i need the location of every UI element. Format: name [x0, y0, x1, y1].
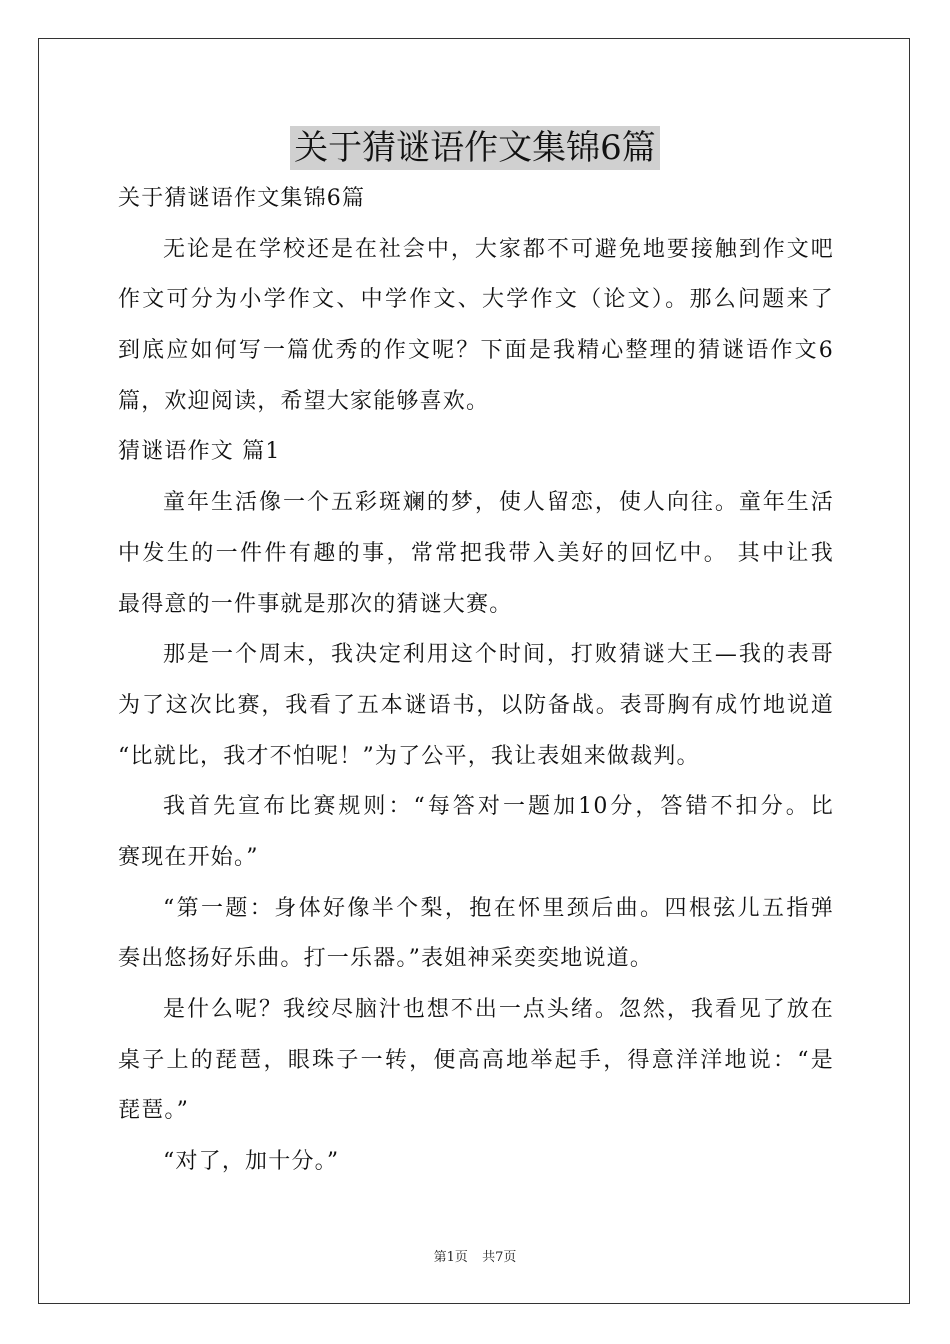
- text-line: 我首先宣布比赛规则：“每答对一题加10分，答错不扣分。比: [163, 794, 834, 820]
- text-line: 奏出悠扬好乐曲。打一乐器。”表姐神采奕奕地说道。: [118, 946, 654, 972]
- text-line: 到底应如何写一篇优秀的作文呢？下面是我精心整理的猜谜语作文6: [118, 338, 834, 364]
- text-line: 琵琶。”: [118, 1098, 190, 1124]
- text-line: 是什么呢？我绞尽脑汁也想不出一点头绪。忽然，我看见了放在: [163, 997, 834, 1022]
- document-body: [118, 180, 834, 1194]
- section-heading: 猜谜语作文 篇1: [118, 439, 281, 465]
- page-total: 共7页: [482, 1250, 517, 1265]
- text-line: 最得意的一件事就是那次的猜谜大赛。: [118, 591, 513, 617]
- text-line: 童年生活像一个五彩斑斓的梦，使人留恋，使人向往。童年生活: [163, 490, 834, 516]
- text-line: 为了这次比赛，我看了五本谜语书，以防备战。表哥胸有成竹地说道: [118, 692, 834, 718]
- text-line: “对了，加十分。”: [163, 1149, 340, 1175]
- page-number: 第1页: [433, 1250, 468, 1265]
- text-line: 赛现在开始。”: [118, 844, 259, 870]
- text-line: 作文可分为小学作文、中学作文、大学作文（论文）。那么问题来了: [118, 287, 834, 313]
- text-line: “第一题：身体好像半个梨，抱在怀里颈后曲。四根弦儿五指弹: [163, 895, 834, 921]
- subtitle-line: 关于猜谜语作文集锦6篇: [118, 186, 366, 211]
- document-title: 关于猜谜语作文集锦6篇: [290, 126, 660, 170]
- text-line: 那是一个周末，我决定利用这个时间，打败猜谜大王—我的表哥: [163, 642, 834, 668]
- page-footer: [0, 1246, 950, 1265]
- text-line: 篇，欢迎阅读，希望大家能够喜欢。: [118, 388, 490, 414]
- text-line: “比就比，我才不怕呢！”为了公平，我让表姐来做裁判。: [118, 743, 700, 769]
- text-line: 中发生的一件件有趣的事，常常把我带入美好的回忆中。 其中让我: [118, 540, 834, 566]
- text-line: 无论是在学校还是在社会中，大家都不可避免地要接触到作文吧: [163, 236, 834, 262]
- title-container: [0, 126, 950, 170]
- text-line: 桌子上的琵琶，眼珠子一转，便高高地举起手，得意洋洋地说：“是: [118, 1047, 834, 1073]
